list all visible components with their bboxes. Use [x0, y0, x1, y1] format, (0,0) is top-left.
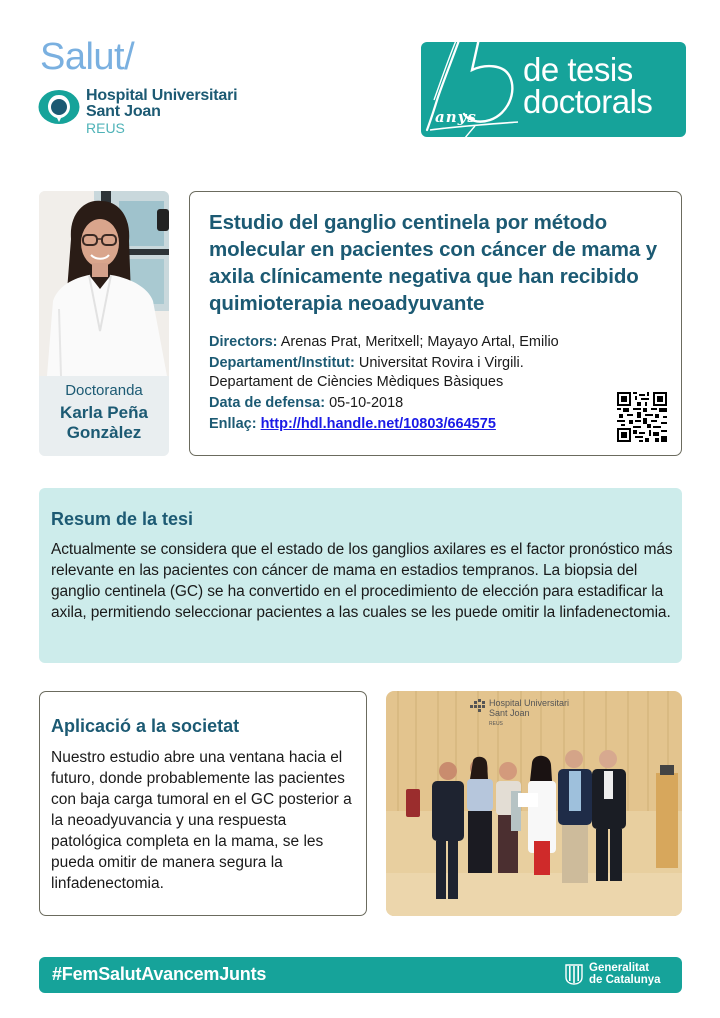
- summary-text: Actualmente se considera que el estado de los ganglios axilares es el factor pronóstico más relevante en las pacientes con cáncer de mama en estadios tempranos. La biopsia del ganglio centinela (GC) se ha convertido en el procedimiento de elección para estadificar la axila, permitiendo seleccionar pacientes a las cuales se les puede omitir la linfadenectomia.: [51, 541, 673, 621]
- generalitat-emblem-icon: [564, 963, 584, 985]
- department-value: Universitat Rovira i Virgili.: [358, 355, 524, 371]
- qr-code-icon[interactable]: [617, 392, 667, 442]
- generalitat-line2: de Catalunya: [589, 974, 661, 986]
- hospital-eye-icon: [38, 89, 80, 125]
- hospital-logo: [38, 88, 237, 136]
- social-application-section: [39, 691, 367, 916]
- link-label: Enllaç:: [209, 416, 257, 432]
- candidate-name-line1: Karla Peña: [60, 403, 148, 422]
- thesis-metadata: [209, 333, 609, 436]
- wall-sign-line3: REUS: [489, 721, 503, 727]
- candidate-role: Doctoranda: [65, 382, 143, 399]
- generalitat-line1: Generalitat: [589, 962, 650, 974]
- doctoral-candidate-card: [39, 191, 169, 456]
- candidate-portrait: [39, 191, 169, 376]
- campaign-hashtag: #FemSalutAvancemJunts: [52, 964, 267, 984]
- footer-banner: [39, 957, 682, 993]
- badge-title: [523, 51, 653, 120]
- directors-value: Arenas Prat, Meritxell; Mayayo Artal, Emilio: [280, 334, 559, 350]
- defense-date-row: [209, 394, 609, 413]
- salut-brand: Salut/: [40, 36, 135, 78]
- thesis-title: Estudio del ganglio centinela por método molecular en pacientes con cáncer de mama y axila clínicamente negativa que han recibido quimioterapia neoadyuvante: [209, 211, 658, 315]
- link-row: [209, 415, 609, 434]
- thesis-handle-link[interactable]: http://hdl.handle.net/10803/664575: [260, 416, 496, 432]
- defense-date-label: Data de defensa:: [209, 395, 326, 411]
- badge-title-line2: doctorals: [523, 83, 653, 120]
- department-value-line2: Departament de Ciències Mèdiques Bàsiques: [209, 374, 504, 390]
- summary-heading: Resum de la tesi: [51, 509, 194, 529]
- hospital-name-line2: Sant Joan: [86, 103, 161, 120]
- wall-sign-line2: Sant Joan: [489, 708, 530, 718]
- hospital-name-line1: Hospital Universitari: [86, 87, 238, 104]
- defense-date-value: 05-10-2018: [329, 395, 404, 411]
- generalitat-logo: [564, 962, 661, 986]
- candidate-caption: [39, 376, 169, 456]
- thesis-info-card: [189, 191, 682, 456]
- department-label: Departament/Institut:: [209, 355, 355, 371]
- thesis-summary-section: [39, 488, 682, 663]
- candidate-name-line2: Gonzàlez: [66, 423, 142, 442]
- directors-row: [209, 333, 609, 352]
- department-row: [209, 354, 609, 392]
- directors-label: Directors:: [209, 334, 278, 350]
- thesis-defense-group-photo: [386, 691, 682, 916]
- application-heading: Aplicació a la societat: [51, 716, 240, 736]
- application-text: Nuestro estudio abre una ventana hacia el futuro, donde probablemente las pacientes con baja carga tumoral en el GC posterior a la neoadyuvancia y una respuesta patológica completa en la mama, se les pueda omitir de manera segura la linfadenectomia.: [51, 749, 352, 892]
- badge-anys: anys: [435, 108, 477, 126]
- wall-sign-line1: Hospital Universitari: [489, 698, 570, 708]
- badge-title-line1: de tesis: [523, 51, 633, 88]
- hospital-city: REUS: [86, 120, 125, 136]
